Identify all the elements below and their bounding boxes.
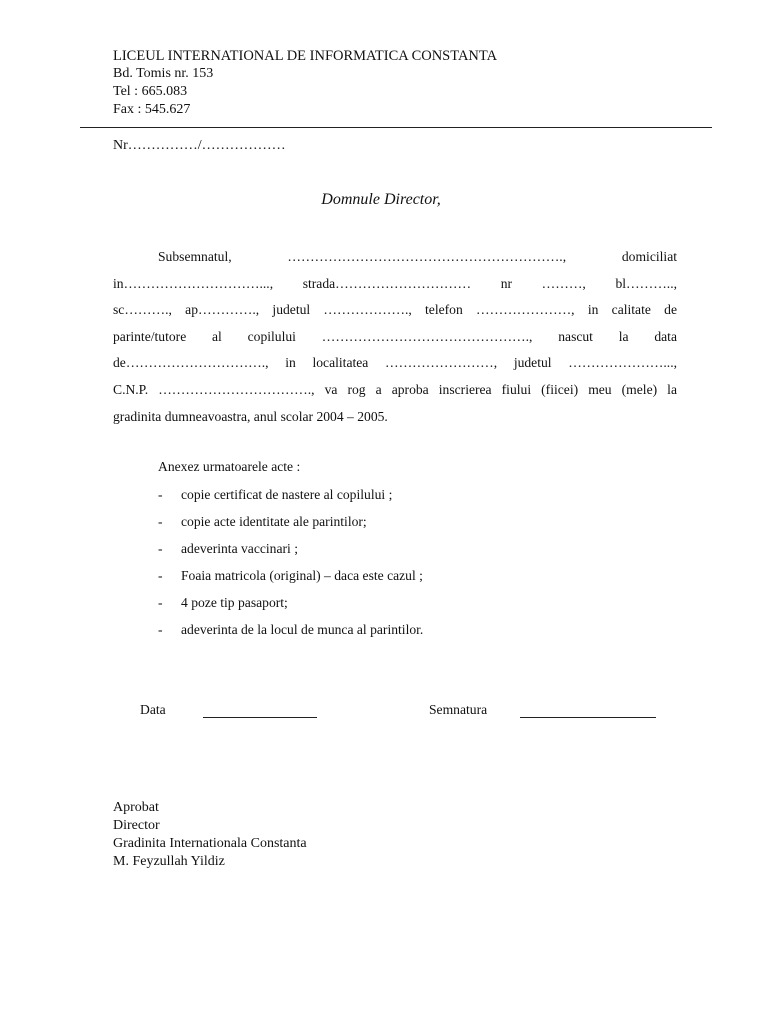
salutation: Domnule Director, — [321, 191, 441, 208]
list-item-text: Foaia matricola (original) – daca este cazul ; — [181, 568, 423, 583]
letterhead — [113, 47, 497, 119]
list-dash: - — [158, 595, 163, 610]
list-dash: - — [158, 622, 163, 637]
school-fax: Fax : 545.627 — [113, 102, 191, 117]
school-name: LICEUL INTERNATIONAL DE INFORMATICA CONSTANTA — [113, 48, 498, 64]
list-dash: - — [158, 487, 163, 502]
signature-blank-line — [520, 717, 656, 718]
approval-line: M. Feyzullah Yildiz — [113, 854, 225, 869]
approval-line: Gradinita Internationala Constanta — [113, 836, 307, 851]
approval-block — [113, 799, 307, 871]
registration-number: Nr……………/……………… — [113, 138, 286, 153]
date-blank-line — [203, 717, 317, 718]
paragraph-line: Subsemnatul, ……………………………………………………., domiciliat — [158, 249, 677, 264]
paragraph-line: in…………………………..., strada………………………… nr ………, bl……….., — [113, 275, 677, 291]
paragraph-line: de…………………………., in localitatea ……………………, judetul …………………..., — [113, 355, 677, 371]
list-item-text: adeverinta vaccinari ; — [181, 541, 298, 556]
list-item — [158, 567, 423, 594]
school-address: Bd. Tomis nr. 153 — [113, 66, 214, 81]
paragraph-line: gradinita dumneavoastra, anul scolar 2004 – 2005. — [113, 408, 388, 424]
approval-line: Aprobat — [113, 800, 159, 815]
list-item-text: adeverinta de la locul de munca al parintilor. — [181, 622, 424, 637]
request-paragraph — [113, 244, 677, 430]
list-item — [158, 621, 423, 648]
signature-row — [0, 701, 768, 721]
annex-intro: Anexez urmatoarele acte : — [158, 459, 301, 474]
list-item-text: copie acte identitate ale parintilor; — [181, 514, 367, 529]
paragraph-line: parinte/tutore al copilului ………………………………………., nascut la data — [113, 328, 677, 344]
annex-list — [158, 486, 423, 648]
school-phone: Tel : 665.083 — [113, 84, 188, 99]
list-item — [158, 486, 423, 513]
list-dash: - — [158, 568, 163, 583]
list-dash: - — [158, 541, 163, 556]
header-divider — [80, 127, 712, 128]
list-item — [158, 513, 423, 540]
date-label: Data — [140, 702, 166, 717]
approval-line: Director — [113, 818, 160, 833]
list-dash: - — [158, 514, 163, 529]
list-item — [158, 594, 423, 621]
paragraph-line: C.N.P. ……………………………., va rog a aproba inscrierea fiului (fiicei) meu (mele) la — [113, 381, 677, 397]
signature-label: Semnatura — [429, 702, 488, 717]
list-item — [158, 540, 423, 567]
paragraph-line: sc………., ap…………., judetul ………………., telefon …………………, in calitate de — [113, 302, 677, 318]
list-item-text: copie certificat de nastere al copilului ; — [181, 487, 393, 502]
list-item-text: 4 poze tip pasaport; — [181, 595, 288, 610]
